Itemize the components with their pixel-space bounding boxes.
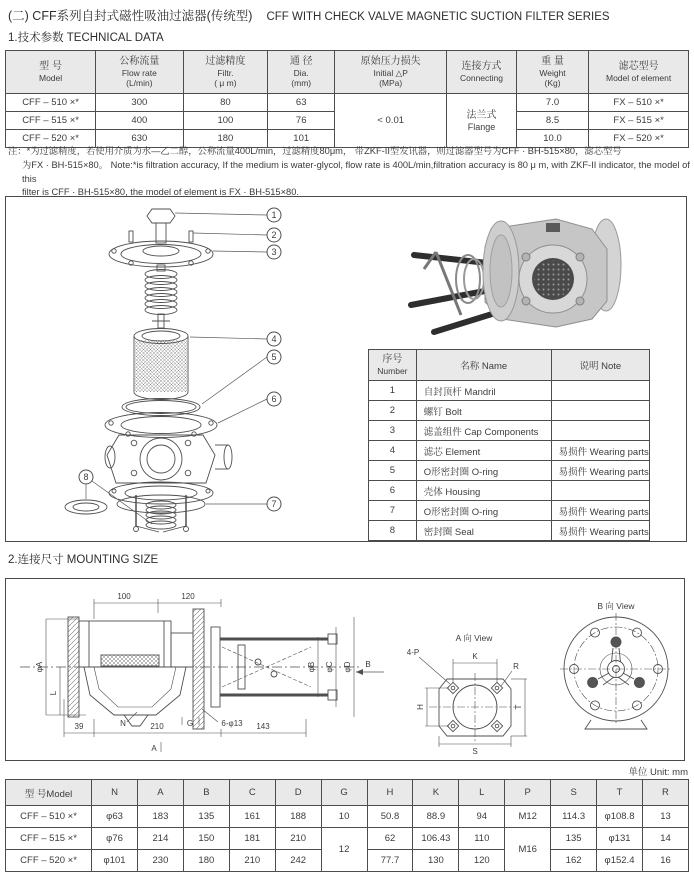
col-header: G xyxy=(321,780,367,806)
cell: 135 xyxy=(551,828,597,850)
dims-header-row xyxy=(6,780,689,806)
exploded-parts xyxy=(65,209,232,532)
dim-39: 39 xyxy=(74,722,84,731)
cell: 100 xyxy=(183,112,268,130)
cell xyxy=(551,481,649,501)
cell: 114.3 xyxy=(551,806,597,828)
dim-phiB: φB xyxy=(307,661,316,673)
callout-2-label: 2 xyxy=(271,230,277,240)
col-header: T xyxy=(597,780,643,806)
cell: 180 xyxy=(183,130,268,148)
dim-100: 100 xyxy=(117,592,131,601)
label-B-arrow: B xyxy=(365,660,371,669)
cell: 3 xyxy=(369,421,417,441)
col-header: H xyxy=(367,780,413,806)
cell: 210 xyxy=(275,828,321,850)
cell: 10 xyxy=(321,806,367,828)
cell: 7.0 xyxy=(516,94,588,112)
cell: 300 xyxy=(96,94,183,112)
col-initial-dp: 原始压力损失 Initial △P (MPa) xyxy=(335,51,447,94)
dim-phiA: φA xyxy=(35,661,44,673)
col-dia: 通 径 Dia. (mm) xyxy=(268,51,335,94)
cell: 16 xyxy=(642,850,688,872)
col-note: 说明 Note xyxy=(551,350,649,381)
parts-row xyxy=(369,401,650,421)
unit-label: 单位 Unit: mm xyxy=(628,767,688,778)
cell: CFF – 515 ×* xyxy=(6,112,96,130)
parts-row xyxy=(369,461,650,481)
col-header: A xyxy=(138,780,184,806)
cell: 76 xyxy=(268,112,335,130)
cell: CFF – 510 ×* xyxy=(6,94,96,112)
dim-R: R xyxy=(513,662,519,671)
cell: FX – 510 ×* xyxy=(589,94,689,112)
col-weight: 重 量 Weight (Kg) xyxy=(516,51,588,94)
col-name: 名称 Name xyxy=(416,350,551,381)
parts-row xyxy=(369,441,650,461)
cell: 壳体 Housing xyxy=(416,481,551,501)
cell: CFF – 510 ×* xyxy=(6,806,92,828)
parts-table xyxy=(368,349,650,541)
cell: 6 xyxy=(369,481,417,501)
cell: 80 xyxy=(183,94,268,112)
cell: CFF – 520 ×* xyxy=(6,130,96,148)
note-text xyxy=(8,145,692,200)
cell xyxy=(551,421,649,441)
parts-row xyxy=(369,421,650,441)
cell: 易损件 Wearing parts xyxy=(551,461,649,481)
cell: 易损件 Wearing parts xyxy=(551,501,649,521)
mounting-drawing-panel xyxy=(5,578,685,761)
callout-7-label: 7 xyxy=(271,499,277,509)
col-header: R xyxy=(642,780,688,806)
cell: 13 xyxy=(642,806,688,828)
section2-heading: 2.连接尺寸 MOUNTING SIZE xyxy=(8,554,159,566)
mounting-size-table xyxy=(5,779,689,872)
label-4P: 4-P xyxy=(406,648,420,657)
dim-143: 143 xyxy=(256,722,270,731)
product-photo xyxy=(406,207,646,347)
dim-S: S xyxy=(472,747,478,756)
cell: 210 xyxy=(229,850,275,872)
section1-heading: 1.技术参数 TECHNICAL DATA xyxy=(8,32,164,44)
cell: 242 xyxy=(275,850,321,872)
cell: 8.5 xyxy=(516,112,588,130)
col-header: K xyxy=(413,780,459,806)
col-header: C xyxy=(229,780,275,806)
callout-6-label: 6 xyxy=(271,394,277,404)
cell: 易损件 Wearing parts xyxy=(551,441,649,461)
parts-row xyxy=(369,521,650,541)
cell: FX – 515 ×* xyxy=(589,112,689,130)
cell-merged-g: 12 xyxy=(321,828,367,872)
cell: 135 xyxy=(183,806,229,828)
cell: 77.7 xyxy=(367,850,413,872)
parts-row xyxy=(369,501,650,521)
cell: 63 xyxy=(268,94,335,112)
callout-1-label: 1 xyxy=(271,210,277,220)
cell: 183 xyxy=(138,806,184,828)
callout-5-label: 5 xyxy=(271,352,277,362)
note-line: 为FX · BH-515×80。 Note:*is filtration accuracy, If the medium is water-glycol, flow rate is 400L/min,filtration accuracy is 80 μ m, with ZKF-II indicator, the model of this xyxy=(22,159,690,184)
cell: φ63 xyxy=(92,806,138,828)
parts-diagram-panel xyxy=(5,196,687,542)
cell: O形密封圈 O-ring xyxy=(416,461,551,481)
dim-H: H xyxy=(416,704,425,710)
callout-3-label: 3 xyxy=(271,247,277,257)
dim-phiC: φC xyxy=(325,661,334,673)
a-direction-view xyxy=(356,633,527,756)
cell: 密封圈 Seal xyxy=(416,521,551,541)
cell: 62 xyxy=(367,828,413,850)
cell: φ108.8 xyxy=(597,806,643,828)
col-header: D xyxy=(275,780,321,806)
tech-header-row xyxy=(6,51,689,94)
tech-row-1 xyxy=(6,94,689,112)
cell: 400 xyxy=(96,112,183,130)
dims-row-1 xyxy=(6,806,689,828)
exploded-view-drawing xyxy=(56,199,328,537)
cell: O形密封圈 O-ring xyxy=(416,501,551,521)
col-header: N xyxy=(92,780,138,806)
label-G: G xyxy=(186,719,194,728)
label-A-arrow: A xyxy=(151,744,157,753)
page-title-en: CFF WITH CHECK VALVE MAGNETIC SUCTION FILTER SERIES xyxy=(266,11,610,23)
col-header: P xyxy=(505,780,551,806)
cell: 2 xyxy=(369,401,417,421)
cell: CFF – 520 ×* xyxy=(6,850,92,872)
mounting-drawings xyxy=(6,579,681,757)
cell-merged-p: M16 xyxy=(505,828,551,872)
cell: 180 xyxy=(183,850,229,872)
col-element: 滤芯型号 Model of element xyxy=(589,51,689,94)
side-section-view xyxy=(20,592,360,753)
col-connecting: 连接方式 Connecting xyxy=(447,51,517,94)
dim-210: 210 xyxy=(150,722,164,731)
cell: 1 xyxy=(369,381,417,401)
cell: φ131 xyxy=(597,828,643,850)
dim-K: K xyxy=(472,652,478,661)
cell: φ101 xyxy=(92,850,138,872)
col-model: 型 号 Model xyxy=(6,51,96,94)
cell: 易损件 Wearing parts xyxy=(551,521,649,541)
cell: 5 xyxy=(369,461,417,481)
col-header: S xyxy=(551,780,597,806)
col-header: 型 号Model xyxy=(6,780,92,806)
cell: 630 xyxy=(96,130,183,148)
b-view-title: B 向 View xyxy=(597,601,635,611)
cell: 188 xyxy=(275,806,321,828)
col-header: L xyxy=(459,780,505,806)
cell xyxy=(551,381,649,401)
a-view-title: A 向 View xyxy=(455,633,493,643)
cell: 8 xyxy=(369,521,417,541)
callout-8-label: 8 xyxy=(83,472,89,482)
page-title-cn: (二) CFF系列自封式磁性吸油过滤器(传统型) xyxy=(8,9,253,23)
cell: CFF – 515 ×* xyxy=(6,828,92,850)
callout-4-label: 4 xyxy=(271,334,277,344)
cell: 88.9 xyxy=(413,806,459,828)
cell: 106.43 xyxy=(413,828,459,850)
dim-120: 120 xyxy=(181,592,195,601)
cell: 162 xyxy=(551,850,597,872)
cell: 10.0 xyxy=(516,130,588,148)
cell: 14 xyxy=(642,828,688,850)
cell: 150 xyxy=(183,828,229,850)
dim-L: L xyxy=(49,690,58,696)
cell: 214 xyxy=(138,828,184,850)
cell: M12 xyxy=(505,806,551,828)
cell: 4 xyxy=(369,441,417,461)
cell-connecting: 法兰式 Flange xyxy=(447,94,517,148)
dims-row-2 xyxy=(6,828,689,850)
photo-shapes xyxy=(411,219,621,332)
col-header: B xyxy=(183,780,229,806)
cell xyxy=(551,401,649,421)
b-direction-view xyxy=(560,601,672,729)
dim-phiD: φD xyxy=(343,661,352,673)
cell: FX – 520 ×* xyxy=(589,130,689,148)
page-title xyxy=(8,6,610,25)
parts-row xyxy=(369,481,650,501)
cell: 滤芯 Element xyxy=(416,441,551,461)
cell: 7 xyxy=(369,501,417,521)
cell: 94 xyxy=(459,806,505,828)
dim-T: T xyxy=(514,704,523,710)
cell: 自封顶杆 Mandril xyxy=(416,381,551,401)
cell: 161 xyxy=(229,806,275,828)
note-line: 注：*为过滤精度，若使用介质为水—乙二醇，公称流量400L/min，过滤精度80μm， 带ZKF-II型发讯器，则过滤器型号为CFF · BH-515×80，滤芯型号 xyxy=(8,146,622,156)
cell: 滤盖组件 Cap Components xyxy=(416,421,551,441)
cell: φ152.4 xyxy=(597,850,643,872)
cell: 130 xyxy=(413,850,459,872)
col-number: 序号 Number xyxy=(369,350,417,381)
technical-data-table xyxy=(5,50,689,148)
cell: 181 xyxy=(229,828,275,850)
cell: 110 xyxy=(459,828,505,850)
cell: 101 xyxy=(268,130,335,148)
col-flow: 公称流量 Flow rate (L/min) xyxy=(96,51,183,94)
cell: 120 xyxy=(459,850,505,872)
parts-header-row xyxy=(369,350,650,381)
cell: φ76 xyxy=(92,828,138,850)
cell-initial-dp: < 0.01 xyxy=(335,94,447,148)
cell: 230 xyxy=(138,850,184,872)
col-filtr: 过滤精度 Filtr. ( μ m) xyxy=(183,51,268,94)
parts-row xyxy=(369,381,650,401)
cell: 螺钉 Bolt xyxy=(416,401,551,421)
label-6-phi13: 6-φ13 xyxy=(221,719,243,728)
note-line: filter is CFF · BH-515×80, the model of element is FX · BH-515×80. xyxy=(22,187,299,198)
label-N: N xyxy=(120,719,126,728)
cell: 50.8 xyxy=(367,806,413,828)
